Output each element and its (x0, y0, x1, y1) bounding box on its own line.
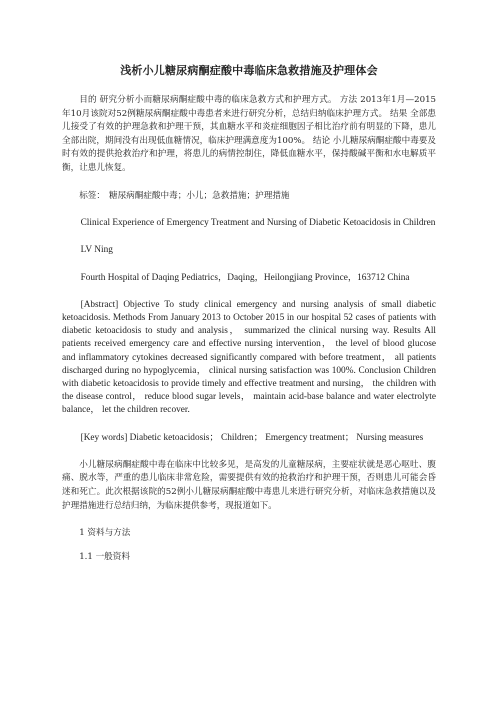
document-page (62, 62, 436, 564)
english-affiliation: Fourth Hospital of Daqing Pediatrics，Daqing，Heilongjiang Province，163712 China (80, 272, 410, 283)
english-abstract: [Abstract] Objective To study clinical emergency and nursing analysis of small diabetic ketoacidosis. Methods From January 2013 to October 2015 in our hospital 52 cases of patients with diabetic ketoacidosis to study and analysis， summarized the clinical nursing way. Results All patients received emergency care and effective nursing intervention， the level of blood glucose and inflammatory cytokines decreased significantly compared with before treatment， all patients discharged during no hypoglycemia， clinical nursing satisfaction was 100%. Conclusion Children with diabetic ketoacidosis to provide timely and effective treatment and nursing， the children with the disease control， reduce blood sugar levels， maintain acid-base balance and water electrolyte balance， let the children recover. (62, 299, 436, 416)
keyword-item: 急救措施； (212, 190, 256, 201)
paper-title: 浅析小儿糖尿病酮症酸中毒临床急救措施及护理体会 (120, 64, 378, 77)
chinese-keywords (62, 190, 436, 204)
section-heading: 1 资料与方法 (79, 528, 131, 539)
english-keywords: [Key words] Diabetic ketoacidosis； Children； Emergency treatment； Nursing measures (80, 432, 424, 443)
subsection-heading: 1.1 一般资料 (79, 551, 130, 562)
keyword-item: 小儿； (186, 190, 213, 201)
english-title: Clinical Experience of Emergency Treatment and Nursing of Diabetic Ketoacidosis in Children (80, 218, 436, 229)
english-author: LV Ning (80, 245, 113, 256)
chinese-abstract: 目的 研究分析小而糖尿病酮症酸中毒的临床急救方式和护理方式。 方法 2013年1月—2015年10月该院对52例糖尿病酮症酸中毒患者来进行研究分析，总结归纳临床护理方式。 结果 全部患儿接受了有效的护理急救和护理干预，其血糖水平和炎症细胞因子相比治疗前有明显的下降，患儿全部出院，期间没有出现低血糖情况，临床护理满意度为100%。 结论 小儿糖尿病酮症酸中毒要及时有效的提供抢救治疗和护理，将患儿的病情控制住，降低血糖水平，保持酸碱平衡和水电解质平衡，让患儿恢复。 (62, 95, 436, 173)
introduction-paragraph: 小儿糖尿病酮症酸中毒在临床中比较多见，是高发的儿童糖尿病，主要症状就是恶心呕吐、腹痛、脱水等，严重的患儿临床非常危险，需要提供有效的抢救治疗和护理干预，否则患儿可能会昏迷和死亡。此次根据该院的52例小儿糖尿病酮症酸中毒患儿来进行研究分析，对临床急救措施以及护理措施进行总结归纳，为临床提供参考，现报道如下。 (62, 459, 436, 511)
keywords-label: 标签： (79, 190, 105, 201)
keyword-item: 糖尿病酮症酸中毒； (108, 190, 187, 201)
keyword-item: 护理措施 (255, 190, 290, 201)
